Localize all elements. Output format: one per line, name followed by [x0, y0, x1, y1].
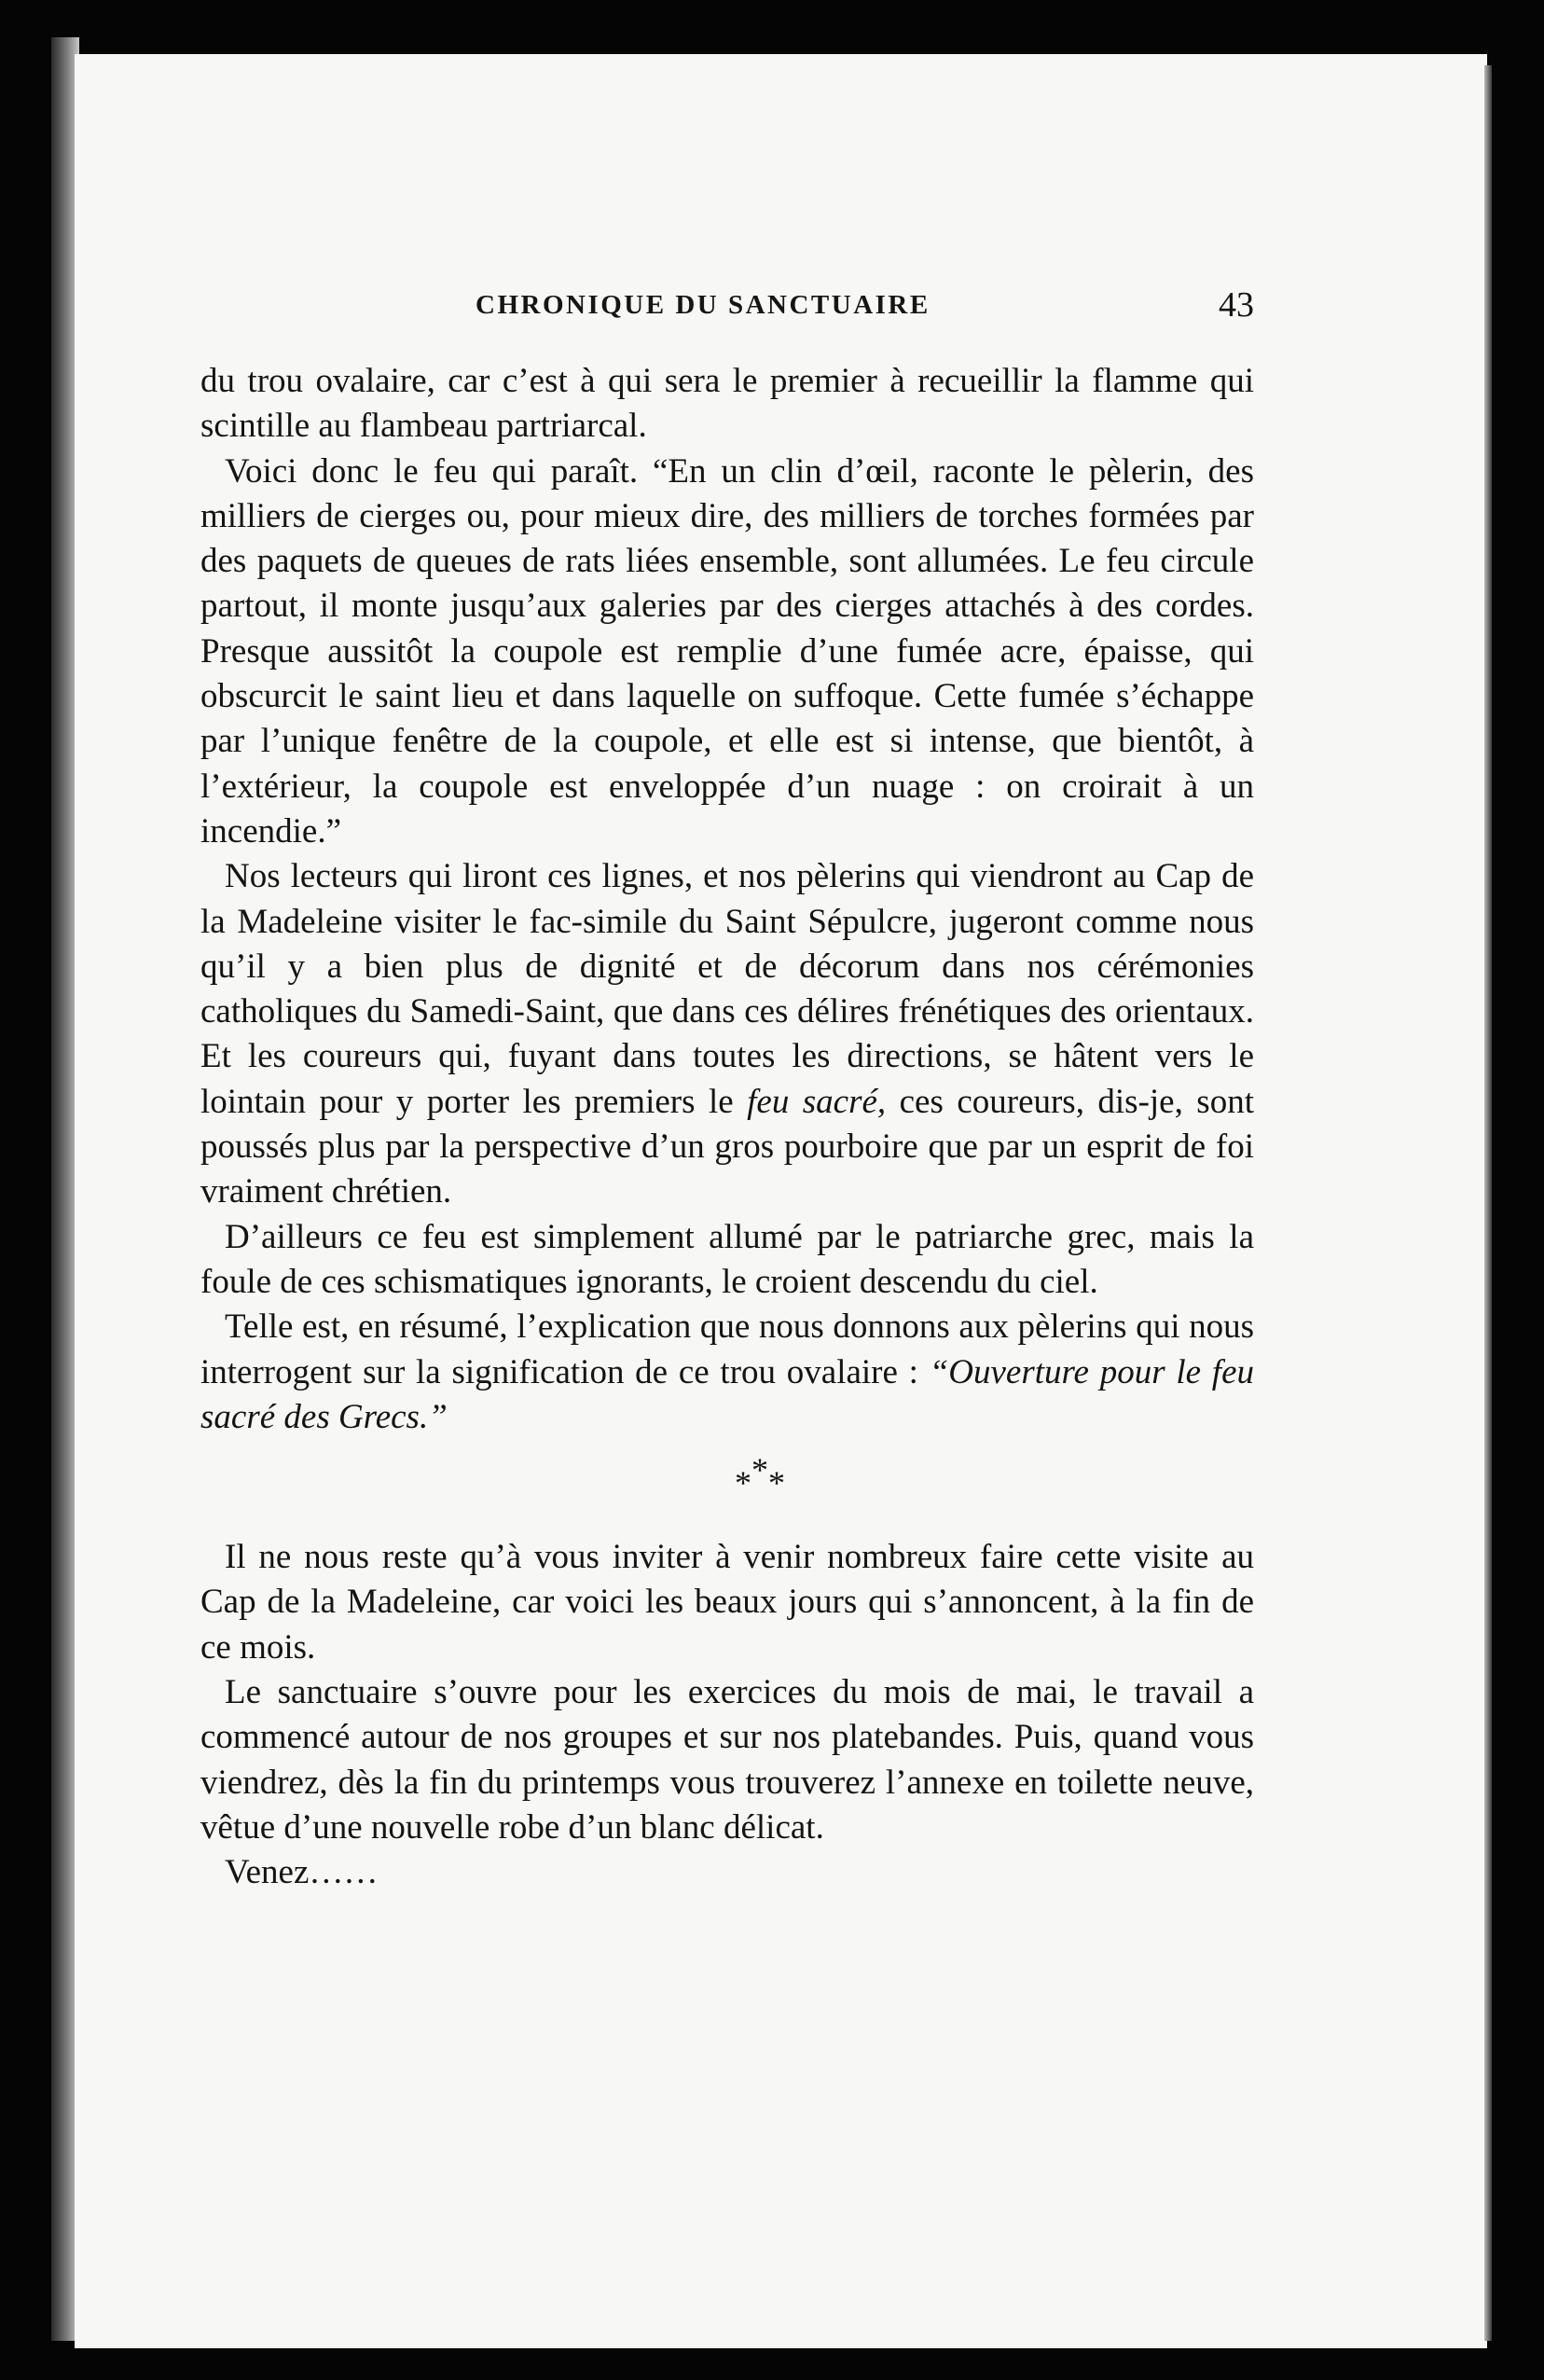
paragraph-3-italic: feu sacré,	[747, 1082, 887, 1121]
paragraph-3	[200, 854, 1254, 1214]
page-right-edge	[1484, 65, 1492, 2341]
paragraph-5-italic: “Ouverture pour le feu sacré des Grecs.”	[200, 1352, 1255, 1436]
page-header	[476, 284, 1254, 331]
paragraph-4: D’ailleurs ce feu est simplement allumé par le patriarche grec, mais la foule de ces schismatiques ignorants, le croient descendu du ciel.	[200, 1217, 1254, 1301]
paragraph-2: Voici donc le feu qui paraît. “En un clin d’œil, raconte le pèlerin, des milliers de cierges ou, pour mieux dire, des milliers de torches formées par des paquets de queues de rats liées ensemble, sont allumées. Le feu circule partout, il monte jusqu’aux galeries par des cierges attachés à des cordes. Presque aussitôt la coupole est remplie d’une fumée acre, épaisse, qui obscurcit le saint lieu et dans laquelle on suffoque. Cette fumée s’échappe par l’unique fenêtre de la coupole, et elle est si intense, que bientôt, à l’extérieur, la coupole est enveloppée d’un nuage : on croirait à un incendie.”	[200, 451, 1254, 851]
paragraph-1: du trou ovalaire, car c’est à qui sera le premier à recueillir la flamme qui scintille au flambeau partriarcal.	[200, 362, 1254, 446]
body-text	[200, 359, 1254, 1896]
asterism-top: *	[751, 1451, 768, 1489]
paragraph-6: Il ne nous reste qu’à vous inviter à venir nombreux faire cette visite au Cap de la Madeleine, car voici les beaux jours qui s’annoncent, à la fin de ce mois.	[200, 1538, 1254, 1667]
paragraph-3-text-b: ces coureurs, dis-je, sont poussés plus par la perspective d’un gros pourboire que par un esprit de foi vraiment chrétien.	[200, 1082, 1254, 1211]
section-break-asterism	[200, 1440, 1254, 1535]
paragraph-3-text-a: Nos lecteurs qui liront ces lignes, et nos pèlerins qui viendront au Cap de la Madeleine visiter le fac-simile du Saint Sépulcre, jugeront comme nous qu’il y a bien plus de dignité et de décorum dans nos cérémonies catholiques du Samedi-Saint, que dans ces délires frénétiques des orientaux. Et les coureurs qui, fuyant dans toutes les directions, se hâtent vers le lointain pour y porter les premiers le	[200, 857, 1254, 1121]
paragraph-8: Venez……	[225, 1853, 379, 1892]
paragraph-5	[200, 1305, 1254, 1440]
paragraph-5-text: Telle est, en résumé, l’explication que nous donnons aux pèlerins qui nous interrogent sur la signification de ce trou ovalaire :	[200, 1308, 1254, 1391]
asterism-right: *	[768, 1464, 785, 1502]
page-number: 43	[1219, 285, 1254, 325]
paragraph-7: Le sanctuaire s’ouvre pour les exercices du mois de mai, le travail a commencé autour de nos groupes et sur nos platebandes. Puis, quand vous viendrez, dès la fin du printemps vous trouverez l’annexe en toilette neuve, vêtue d’une nouvelle robe d’un blanc délicat.	[200, 1673, 1254, 1847]
asterism-left: *	[735, 1464, 751, 1502]
running-head: CHRONIQUE DU SANCTUAIRE	[476, 290, 931, 320]
